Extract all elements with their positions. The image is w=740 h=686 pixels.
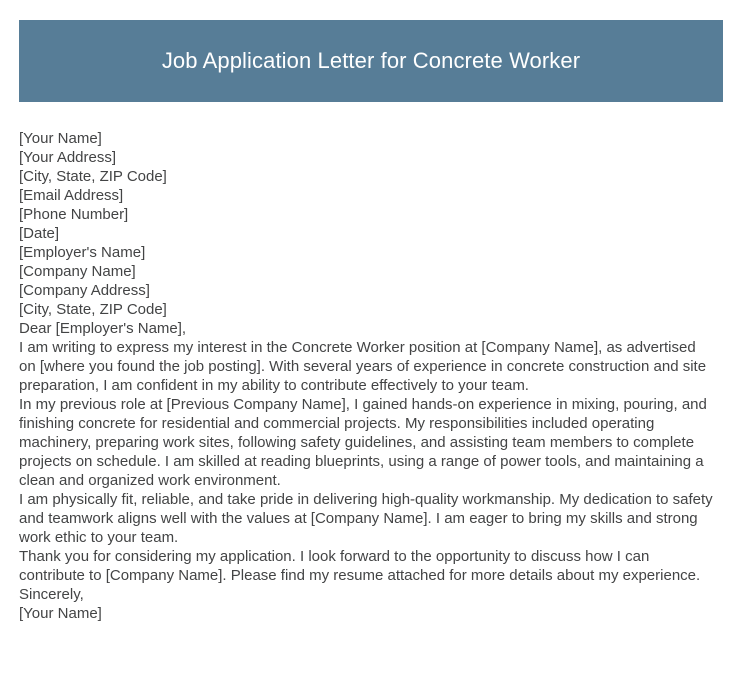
sender-phone-line: [Phone Number] — [19, 206, 129, 223]
recipient-company-line: [Company Name] — [19, 263, 136, 280]
closing-line: Sincerely, — [19, 586, 84, 603]
sender-name-line: [Your Name] — [19, 130, 102, 147]
recipient-address-line: [Company Address] — [19, 282, 150, 299]
recipient-name-line: [Employer's Name] — [19, 244, 146, 261]
body-paragraph-3: I am physically fit, reliable, and take pride in delivering high-quality workmanship. My dedication to safety and teamwork aligns well with the values at [Company Name]. I am eager to bring my skills and strong work ethic to your team. — [19, 491, 713, 546]
signature-line: [Your Name] — [19, 605, 102, 622]
sender-email-line: [Email Address] — [19, 187, 124, 204]
page-title: Job Application Letter for Concrete Worker — [161, 47, 581, 73]
sender-city-line: [City, State, ZIP Code] — [19, 168, 167, 185]
body-paragraph-4: Thank you for considering my application. I look forward to the opportunity to discuss how I can contribute to [Company Name]. Please find my resume attached for more details about my experience. — [19, 548, 701, 584]
sender-address-line: [Your Address] — [19, 149, 117, 166]
body-paragraph-2: In my previous role at [Previous Company Name], I gained hands-on experience in mixing, pouring, and finishing concrete for residential and commercial projects. My responsibilities included operating machinery, preparing work sites, following safety guidelines, and assisting team members to complete projects on schedule. I am skilled at reading blueprints, using a range of power tools, and maintaining a clean and organized work environment. — [19, 396, 707, 489]
letter-content — [19, 129, 713, 623]
date-line: [Date] — [19, 225, 60, 242]
recipient-city-line: [City, State, ZIP Code] — [19, 301, 167, 318]
salutation-line: Dear [Employer's Name], — [19, 320, 187, 337]
document-title-bar — [19, 20, 723, 102]
body-paragraph-1: I am writing to express my interest in the Concrete Worker position at [Company Name], as advertised on [where you found the job posting]. With several years of experience in concrete construction and site preparation, I am confident in my ability to contribute effectively to your team. — [19, 339, 707, 394]
